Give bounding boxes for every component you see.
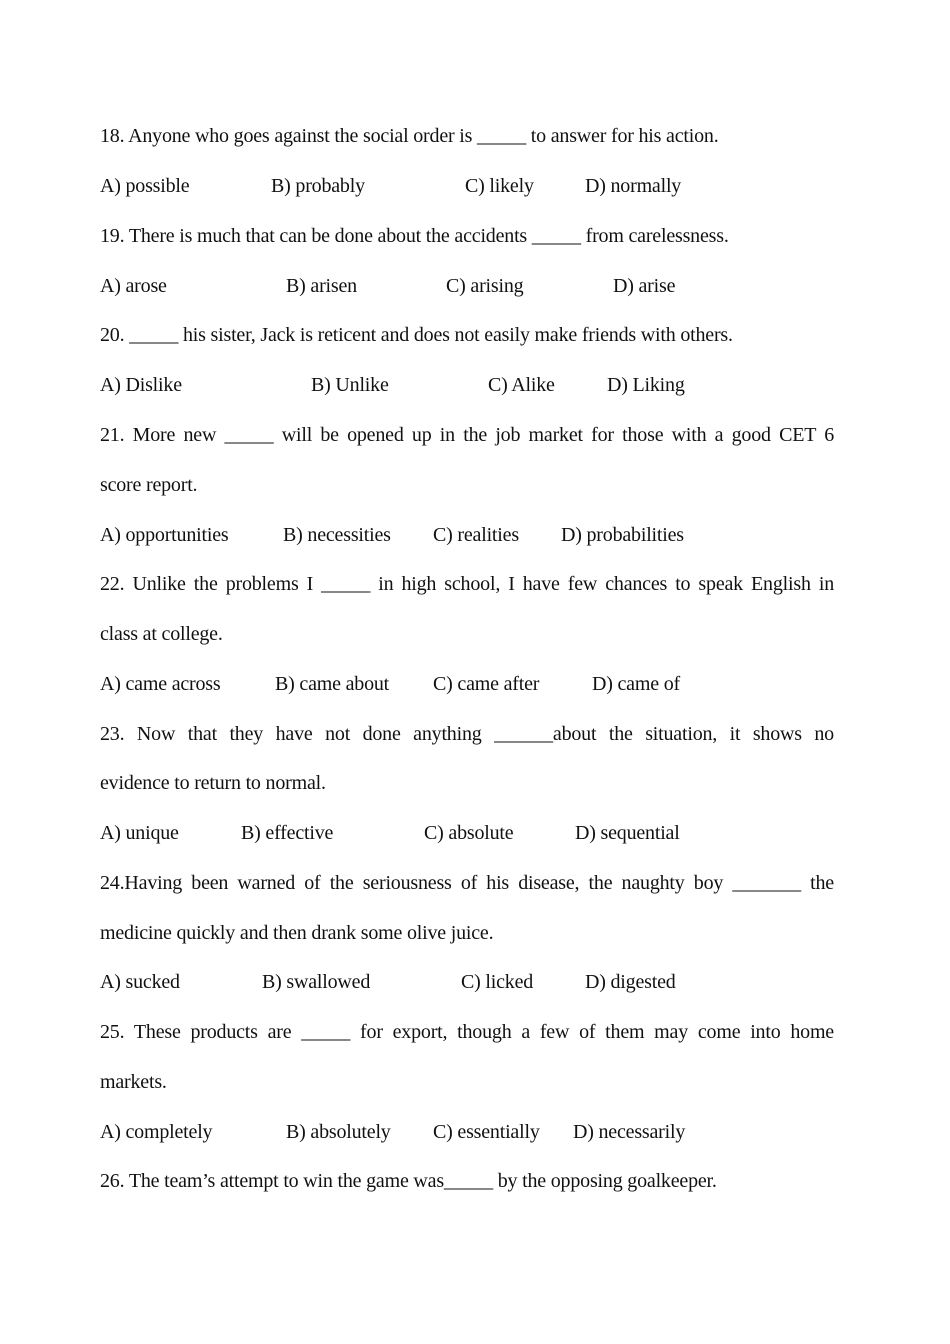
- question-19-text: 19. There is much that can be done about the accidents _____ from carelessness.: [100, 225, 729, 247]
- q18-option-c: C) likely: [465, 175, 534, 197]
- q19-option-d: D) arise: [613, 275, 676, 297]
- q20-option-c: C) Alike: [488, 374, 555, 396]
- q18-option-b: B) probably: [271, 175, 365, 197]
- q19-option-a: A) arose: [100, 275, 167, 297]
- question-22-text: 22. Unlike the problems I _____ in high school, I have few chances to speak English in: [100, 573, 834, 595]
- question-25-text-cont: markets.: [100, 1071, 167, 1093]
- q21-option-c: C) realities: [433, 524, 519, 546]
- q18-option-d: D) normally: [585, 175, 682, 197]
- q22-option-b: B) came about: [275, 673, 390, 695]
- q20-option-a: A) Dislike: [100, 374, 182, 396]
- q24-option-d: D) digested: [585, 971, 676, 993]
- q22-option-a: A) came across: [100, 673, 221, 695]
- question-22-text-cont: class at college.: [100, 623, 223, 645]
- q19-option-c: C) arising: [446, 275, 524, 297]
- q25-option-d: D) necessarily: [573, 1121, 686, 1143]
- q18-option-a: A) possible: [100, 175, 190, 197]
- question-23-text-cont: evidence to return to normal.: [100, 772, 326, 794]
- q24-option-a: A) sucked: [100, 971, 180, 993]
- q22-option-c: C) came after: [433, 673, 540, 695]
- q20-option-d: D) Liking: [607, 374, 685, 396]
- q23-option-d: D) sequential: [575, 822, 680, 844]
- q22-option-d: D) came of: [592, 673, 680, 695]
- q25-option-c: C) essentially: [433, 1121, 540, 1143]
- q20-option-b: B) Unlike: [311, 374, 389, 396]
- question-20-text: 20. _____ his sister, Jack is reticent and does not easily make friends with others.: [100, 324, 733, 346]
- question-25-text: 25. These products are _____ for export, though a few of them may come into home: [100, 1021, 834, 1043]
- question-26-text: 26. The team’s attempt to win the game was_____ by the opposing goalkeeper.: [100, 1170, 717, 1192]
- question-21-text: 21. More new _____ will be opened up in the job market for those with a good CET 6: [100, 424, 834, 446]
- q21-option-a: A) opportunities: [100, 524, 229, 546]
- q23-option-c: C) absolute: [424, 822, 514, 844]
- question-24-text-cont: medicine quickly and then drank some olive juice.: [100, 922, 494, 944]
- question-24-text: 24.Having been warned of the seriousness of his disease, the naughty boy _______ the: [100, 872, 834, 894]
- q24-option-b: B) swallowed: [262, 971, 371, 993]
- q24-option-c: C) licked: [461, 971, 534, 993]
- q25-option-b: B) absolutely: [286, 1121, 391, 1143]
- q19-option-b: B) arisen: [286, 275, 357, 297]
- q23-option-b: B) effective: [241, 822, 334, 844]
- question-21-text-cont: score report.: [100, 474, 198, 496]
- q25-option-a: A) completely: [100, 1121, 213, 1143]
- question-18-text: 18. Anyone who goes against the social order is _____ to answer for his action.: [100, 125, 719, 147]
- q23-option-a: A) unique: [100, 822, 179, 844]
- q21-option-d: D) probabilities: [561, 524, 684, 546]
- q21-option-b: B) necessities: [283, 524, 391, 546]
- question-23-text: 23. Now that they have not done anything ______about the situation, it shows no: [100, 723, 834, 745]
